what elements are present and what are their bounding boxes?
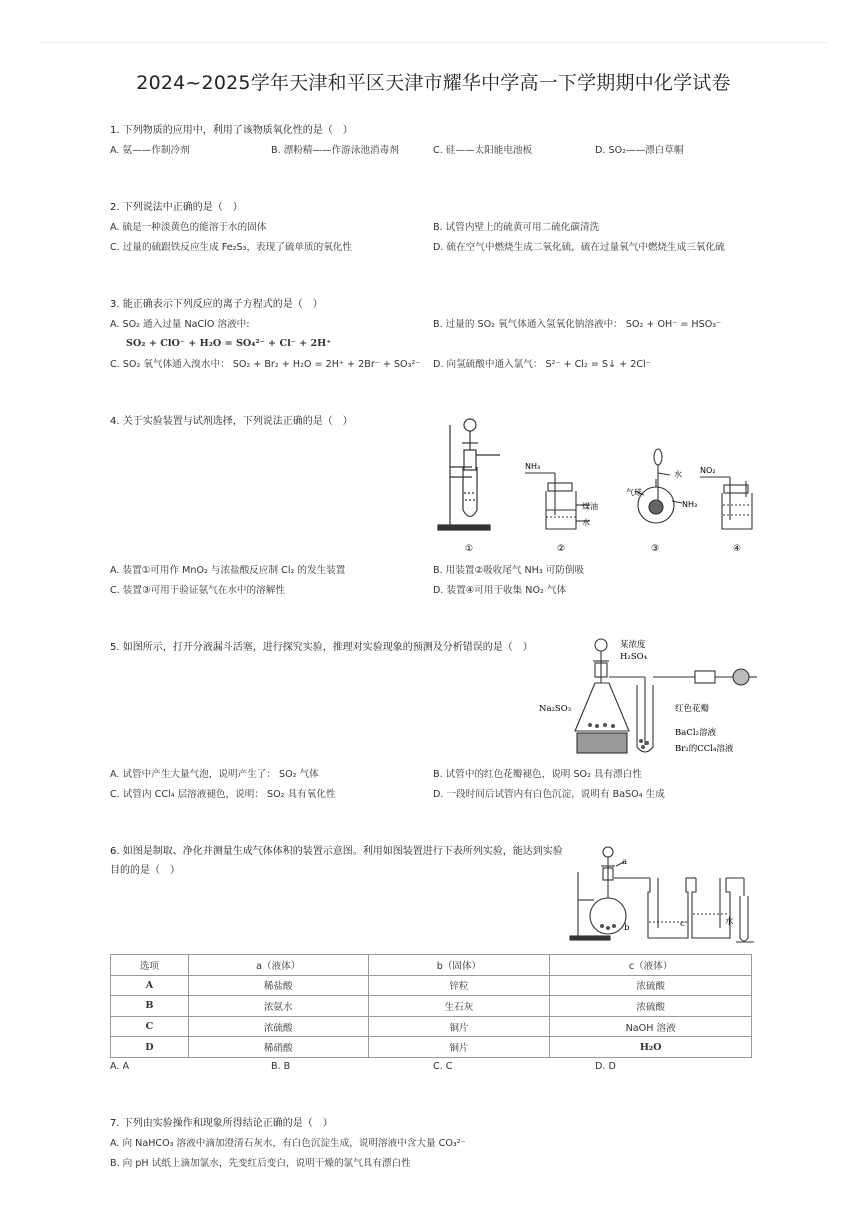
q4-label-water-2: 水 xyxy=(674,470,682,479)
q4-label-water-1: 水 xyxy=(582,518,590,527)
table-cell: 稀硝酸 xyxy=(188,1037,368,1058)
q6-label-water: 水 xyxy=(725,917,734,927)
q2-option-c: C. 过量的硫跟铁反应生成 Fe₂S₃，表现了硫单质的氧化性 xyxy=(110,242,352,253)
q7-option-b: B. 向 pH 试纸上滴加氯水，先变红后变白，说明干燥的氯气具有漂白性 xyxy=(110,1158,411,1169)
q6-label-c: c xyxy=(680,919,685,929)
table-row xyxy=(111,1016,752,1037)
table-cell: 锌粒 xyxy=(368,975,550,996)
table-header-cell: 选项 xyxy=(111,955,189,976)
table-row xyxy=(111,996,752,1017)
q5-label-br2-ccl4: Br₂的CCl₄溶液 xyxy=(675,744,734,754)
q1-option-c: C. 硅——太阳能电池板 xyxy=(433,145,533,156)
q4-option-b: B. 用装置②吸收尾气 NH₃ 可防倒吸 xyxy=(433,565,585,576)
q1-option-b: B. 漂粉精——作游泳池消毒剂 xyxy=(271,145,399,156)
q6-label-a: a xyxy=(622,857,628,867)
table-cell: 浓氨水 xyxy=(188,996,368,1017)
q5-label-petal: 红色花瓣 xyxy=(675,704,710,714)
question-2-stem: 2. 下列说法中正确的是（ ） xyxy=(110,202,243,213)
q4-option-d: D. 装置④可用于收集 NO₂ 气体 xyxy=(433,585,567,596)
q3-option-c: C. SO₂ 氧气体通入溴水中： SO₂ + Br₂ + H₂O = 2H⁺ + 2Br⁻ + SO₃²⁻ xyxy=(110,359,421,370)
q5-option-d: D. 一段时间后试管内有白色沉淀，说明有 BaSO₄ 生成 xyxy=(433,789,665,800)
table-cell: H₂O xyxy=(550,1037,752,1058)
q4-label-nh3-2: NH₃ xyxy=(682,500,698,509)
table-header-row xyxy=(111,955,752,976)
q1-option-a: A. 氨——作制冷剂 xyxy=(110,145,190,156)
question-5-stem: 5. 如图所示，打开分液漏斗活塞，进行探究实验，推理对实验现象的预测及分析错误的是（ ） xyxy=(110,642,533,653)
question-6-stem-line-1: 6. 如图是制取、净化并测量生成气体体积的装置示意图。利用如图装置进行下表所列实验，能达到实验 xyxy=(110,846,563,857)
table-row xyxy=(111,975,752,996)
table-cell: C xyxy=(111,1016,189,1037)
q5-label-concentration: 某浓度 xyxy=(620,640,646,650)
q3-option-a: A. SO₂ 通入过量 NaClO 溶液中: xyxy=(110,319,250,330)
q2-option-b: B. 试管内壁上的硫黄可用二硫化碳清洗 xyxy=(433,222,600,233)
table-header-cell: c（液体） xyxy=(550,955,752,976)
top-divider xyxy=(40,42,827,43)
table-header-cell: b（固体） xyxy=(368,955,550,976)
q6-label-b: b xyxy=(624,923,630,933)
table-header-cell: a（液体） xyxy=(188,955,368,976)
table-cell: 浓硫酸 xyxy=(188,1016,368,1037)
q5-label-bacl2: BaCl₂溶液 xyxy=(675,728,716,738)
q5-apparatus-figure xyxy=(535,635,760,760)
question-3-stem: 3. 能正确表示下列反应的离子方程式的是（ ） xyxy=(110,299,323,310)
q5-option-b: B. 试管中的红色花瓣褪色，说明 SO₂ 具有漂白性 xyxy=(433,769,642,780)
table-cell: 浓硫酸 xyxy=(550,996,752,1017)
q2-option-d: D. 硫在空气中燃烧生成二氧化硫，硫在过量氧气中燃烧生成三氧化硫 xyxy=(433,242,725,253)
q6-option-a: A. A xyxy=(110,1061,130,1072)
q3-option-b: B. 过量的 SO₂ 氧气体通入氢氧化钠溶液中： SO₂ + OH⁻ = HSO₃⁻ xyxy=(433,319,722,330)
q6-option-table xyxy=(110,954,752,1058)
table-cell: 铜片 xyxy=(368,1016,550,1037)
question-7-stem: 7. 下列由实验操作和现象所得结论正确的是（ ） xyxy=(110,1118,333,1129)
question-1-stem: 1. 下列物质的应用中，利用了该物质氧化性的是（ ） xyxy=(110,125,353,136)
q3-option-d: D. 向氢硫酸中通入氯气： S²⁻ + Cl₂ = S↓ + 2Cl⁻ xyxy=(433,359,651,370)
q6-option-d: D. D xyxy=(595,1061,616,1072)
table-cell: A xyxy=(111,975,189,996)
q7-option-a: A. 向 NaHCO₃ 溶液中滴加澄清石灰水，有白色沉淀生成，说明溶液中含大量 CO₃²⁻ xyxy=(110,1138,466,1149)
table-cell: 铜片 xyxy=(368,1037,550,1058)
q4-apparatus-figure xyxy=(430,405,760,560)
q4-fig-4: ④ xyxy=(733,544,742,554)
table-cell: 稀盐酸 xyxy=(188,975,368,996)
q4-label-kerosene: 煤油 xyxy=(582,502,598,511)
q5-option-a: A. 试管中产生大量气泡，说明产生了： SO₂ 气体 xyxy=(110,769,319,780)
q4-option-a: A. 装置①可用作 MnO₂ 与浓盐酸反应制 Cl₂ 的发生装置 xyxy=(110,565,346,576)
q5-option-c: C. 试管内 CCl₄ 层溶液褪色，说明： SO₂ 具有氧化性 xyxy=(110,789,336,800)
q2-option-a: A. 硫是一种淡黄色的能溶于水的固体 xyxy=(110,222,267,233)
q4-fig-2: ② xyxy=(557,544,566,554)
table-row xyxy=(111,1037,752,1058)
q6-apparatus-figure xyxy=(568,842,758,946)
q4-label-balloon: 气球 xyxy=(626,488,642,497)
table-cell: D xyxy=(111,1037,189,1058)
q3-option-a-equation: SO₂ + ClO⁻ + H₂O = SO₄²⁻ + Cl⁻ + 2H⁺ xyxy=(126,338,332,349)
table-cell: 生石灰 xyxy=(368,996,550,1017)
q4-fig-1: ① xyxy=(465,544,474,554)
table-cell: 浓硫酸 xyxy=(550,975,752,996)
q6-option-b: B. B xyxy=(271,1061,291,1072)
q5-label-na2so3: Na₂SO₃ xyxy=(539,704,572,714)
q4-fig-3: ③ xyxy=(651,544,660,554)
table-cell: NaOH 溶液 xyxy=(550,1016,752,1037)
question-4-stem: 4. 关于实验装置与试剂选择，下列说法正确的是（ ） xyxy=(110,416,353,427)
table-cell: B xyxy=(111,996,189,1017)
page-title: 2024~2025学年天津和平区天津市耀华中学高一下学期期中化学试卷 xyxy=(136,72,731,94)
q4-option-c: C. 装置③可用于验证氨气在水中的溶解性 xyxy=(110,585,285,596)
q4-label-no2: NO₂ xyxy=(700,466,716,475)
question-6-stem-line-2: 目的的是（ ） xyxy=(110,865,180,876)
q4-label-nh3-1: NH₃ xyxy=(525,462,541,471)
q1-option-d: D. SO₂——漂白草帽 xyxy=(595,145,684,156)
q6-option-c: C. C xyxy=(433,1061,453,1072)
q5-label-h2so4: H₂SO₄ xyxy=(620,652,648,662)
